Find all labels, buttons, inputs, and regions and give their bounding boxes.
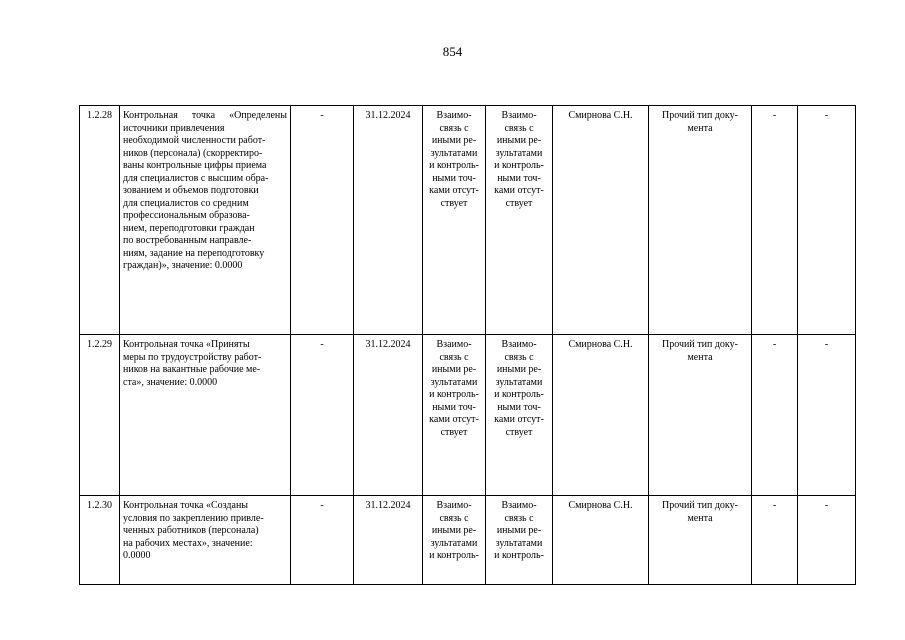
relationship-note: Взаимо- связь с иными ре- зультатами и контроль- ными точ- ками отсут- ствует (486, 335, 553, 496)
responsible-person: Смирнова С.Н. (553, 106, 649, 335)
relationship-note: Взаимо- связь с иными ре- зультатами и контроль- ными точ- ками отсут- ствует (423, 106, 486, 335)
document-type: Прочий тип доку- мента (649, 496, 752, 585)
table-row (80, 106, 856, 335)
row-number: 1.2.28 (80, 106, 120, 335)
row-number: 1.2.30 (80, 496, 120, 585)
cell-dash: - (798, 496, 856, 585)
cell-dash: - (291, 335, 354, 496)
cell-dash: - (752, 335, 798, 496)
due-date: 31.12.2024 (354, 106, 423, 335)
relationship-note: Взаимо- связь с иными ре- зультатами и контроль- ными точ- ками отсут- ствует (486, 106, 553, 335)
due-date: 31.12.2024 (354, 335, 423, 496)
document-type: Прочий тип доку- мента (649, 335, 752, 496)
relationship-note: Взаимо- связь с иными ре- зультатами и контроль- ными точ- ками отсут- ствует (423, 335, 486, 496)
cell-dash: - (798, 106, 856, 335)
responsible-person: Смирнова С.Н. (553, 335, 649, 496)
control-point-name: Контрольная точка «Созданы условия по закреплению привле- ченных работников (персонала) на рабочих местах», значение: 0.0000 (120, 496, 291, 585)
cell-dash: - (752, 106, 798, 335)
cell-dash: - (752, 496, 798, 585)
cell-dash: - (291, 106, 354, 335)
control-point-name: Контрольная точка «Определены источники привлечения необходимой численности работ- ников (персонала) (скорректиро- ваны контрольные цифры приема для специалистов с высшим обра- зованием и объемов подготовки для специалистов со средним профессиональным образова- нием, переподготовки граждан по востребованным направле- ниям, задание на переподготовку граждан)», значение: 0.0000 (120, 106, 291, 335)
cell-dash: - (798, 335, 856, 496)
due-date: 31.12.2024 (354, 496, 423, 585)
page-number: 854 (442, 44, 463, 59)
control-point-name: Контрольная точка «Приняты меры по трудоустройству работ- ников на вакантные рабочие ме- ста», значение: 0.0000 (120, 335, 291, 496)
document-type: Прочий тип доку- мента (649, 106, 752, 335)
row-number: 1.2.29 (80, 335, 120, 496)
relationship-note: Взаимо- связь с иными ре- зультатами и контроль- (423, 496, 486, 585)
responsible-person: Смирнова С.Н. (553, 496, 649, 585)
relationship-note: Взаимо- связь с иными ре- зультатами и контроль- (486, 496, 553, 585)
control-points-table (79, 105, 856, 585)
cell-dash: - (291, 496, 354, 585)
table-row (80, 335, 856, 496)
table-row (80, 496, 856, 585)
